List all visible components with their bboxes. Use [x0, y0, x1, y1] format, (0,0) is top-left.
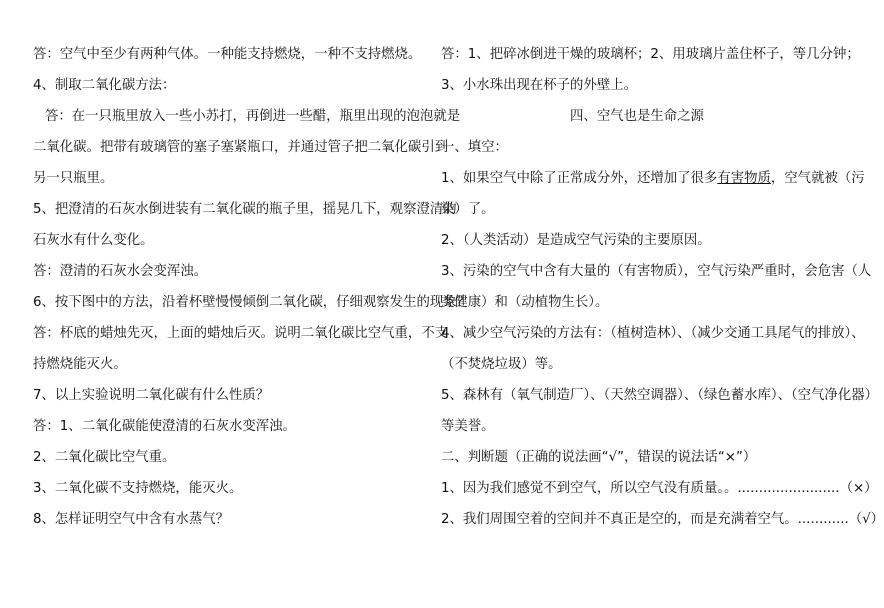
question-5-line-2: 石灰水有什么变化。	[33, 233, 154, 248]
judge-question-1: 1、因为我们感觉不到空气，所以空气没有质量。。........................（×）	[441, 481, 878, 496]
fill-question-1-underlined: 有害物质	[717, 171, 771, 186]
fill-question-2: 2、（人类活动）是造成空气污染的主要原因。	[441, 233, 711, 248]
fill-question-1-line-1	[441, 168, 865, 199]
fill-question-4-line-2: （不焚烧垃圾）等。	[441, 357, 562, 372]
answer-6-line-1: 答：杯底的蜡烛先灭，上面的蜡烛后灭。说明二氧化碳比空气重，不支	[33, 326, 449, 341]
fill-question-5-line-2: 等美誉。	[441, 419, 495, 434]
fill-in-heading: 一、填空：	[441, 140, 508, 155]
fill-question-1-text-b: ，空气就被（污	[770, 171, 865, 186]
right-column	[441, 44, 884, 540]
answer-two-gases: 答：空气中至少有两种气体。一种能支持燃烧，一种不支持燃烧。	[33, 47, 422, 62]
fill-question-3-line-1: 3、污染的空气中含有大量的（有害物质），空气污染严重时，会危害（人	[441, 264, 872, 279]
fill-question-4-line-1: 4、减少空气污染的方法有：（植树造林）、（减少交通工具尾气的排放）、	[441, 326, 865, 341]
answer-7-item-1: 答：1、二氧化碳能使澄清的石灰水变浑浊。	[33, 419, 296, 434]
section-title: 四、空气也是生命之源	[570, 109, 704, 124]
answer-4-line-1: 答：在一只瓶里放入一些小苏打，再倒进一些醋，瓶里出现的泡泡就是	[45, 109, 461, 124]
fill-question-5-line-1: 5、森林有（氧气制造厂）、（天然空调器）、（绿色蓄水库）、（空气净化器）	[441, 388, 878, 403]
question-4-heading: 4、制取二氧化碳方法：	[33, 78, 176, 93]
answer-4-line-2: 二氧化碳。把带有玻璃管的塞子塞紧瓶口，并通过管子把二氧化碳引到	[33, 140, 449, 155]
question-7: 7、以上实验说明二氧化碳有什么性质？	[33, 388, 270, 403]
answer-7-item-2: 2、二氧化碳比空气重。	[33, 450, 176, 465]
judge-heading: 二、判断题（正确的说法画“√”，错误的说法话“×”）	[441, 450, 757, 465]
answer-4-line-3: 另一只瓶里。	[33, 171, 114, 186]
judge-question-2: 2、我们周围空着的空间并不真正是空的，而是充满着空气。............（√）	[441, 512, 884, 527]
answer-7-item-3: 3、二氧化碳不支持燃烧，能灭火。	[33, 481, 243, 496]
question-8: 8、怎样证明空气中含有水蒸气？	[33, 512, 229, 527]
answer-5: 答：澄清的石灰水会变浑浊。	[33, 264, 208, 279]
answer-6-line-2: 持燃烧能灭火。	[33, 357, 127, 372]
fill-question-1-text-a: 1、如果空气中除了正常成分外，还增加了很多	[441, 171, 718, 186]
answer-8-line-2: 3、小水珠出现在杯子的外壁上。	[441, 78, 637, 93]
question-5-line-1: 5、把澄清的石灰水倒进装有二氧化碳的瓶子里，摇晃几下，观察澄清的	[33, 202, 457, 217]
question-6: 6、按下图中的方法，沿着杯壁慢慢倾倒二氧化碳，仔细观察发生的现象？	[33, 295, 471, 310]
fill-question-3-line-2: 类健康）和（动植物生长）。	[441, 295, 609, 310]
fill-question-1-line-2: 染）了。	[441, 202, 495, 217]
answer-8-line-1: 答：1、把碎冰倒进干燥的玻璃杯；2、用玻璃片盖住杯子，等几分钟；	[441, 47, 860, 62]
